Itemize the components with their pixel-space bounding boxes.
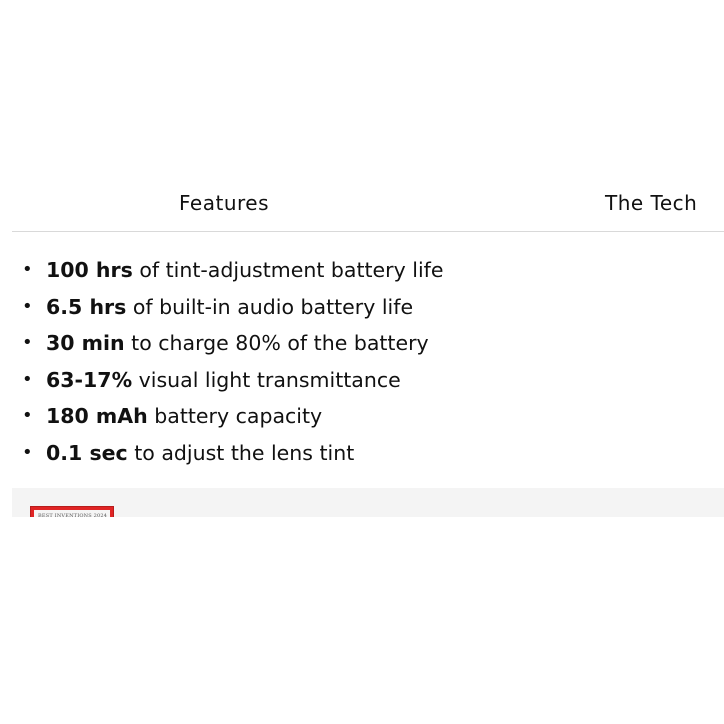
spec-item [0,362,443,399]
spec-item [0,252,443,289]
spec-value: 100 hrs [46,258,133,282]
badge-text: BEST INVENTIONS 2024 [38,513,108,517]
spec-value: 0.1 sec [46,440,128,465]
spec-value: 63-17% [46,367,133,392]
badge-panel [34,510,110,517]
spec-value: 30 min [46,331,125,356]
tab-the-tech[interactable]: The Tech [605,191,698,215]
spec-item [0,289,443,326]
section-tab-bar [12,183,724,232]
award-section [12,488,724,517]
spec-text: of tint-adjustment battery life [132,258,444,282]
spec-item [0,325,443,362]
spec-text: visual light transmittance [132,367,401,392]
spec-value: 6.5 hrs [46,294,127,319]
spec-list [0,252,443,472]
spec-text: to charge 80% of the battery [124,331,429,356]
spec-text: to adjust the lens tint [127,440,355,465]
tab-features[interactable]: Features [179,191,269,215]
spec-text: battery capacity [147,404,323,429]
spec-value: 180 mAh [46,404,148,429]
page-viewport [0,183,724,517]
best-inventions-badge [30,506,114,517]
spec-item [0,398,443,435]
spec-item [0,435,443,472]
spec-text: of built-in audio battery life [126,294,414,319]
